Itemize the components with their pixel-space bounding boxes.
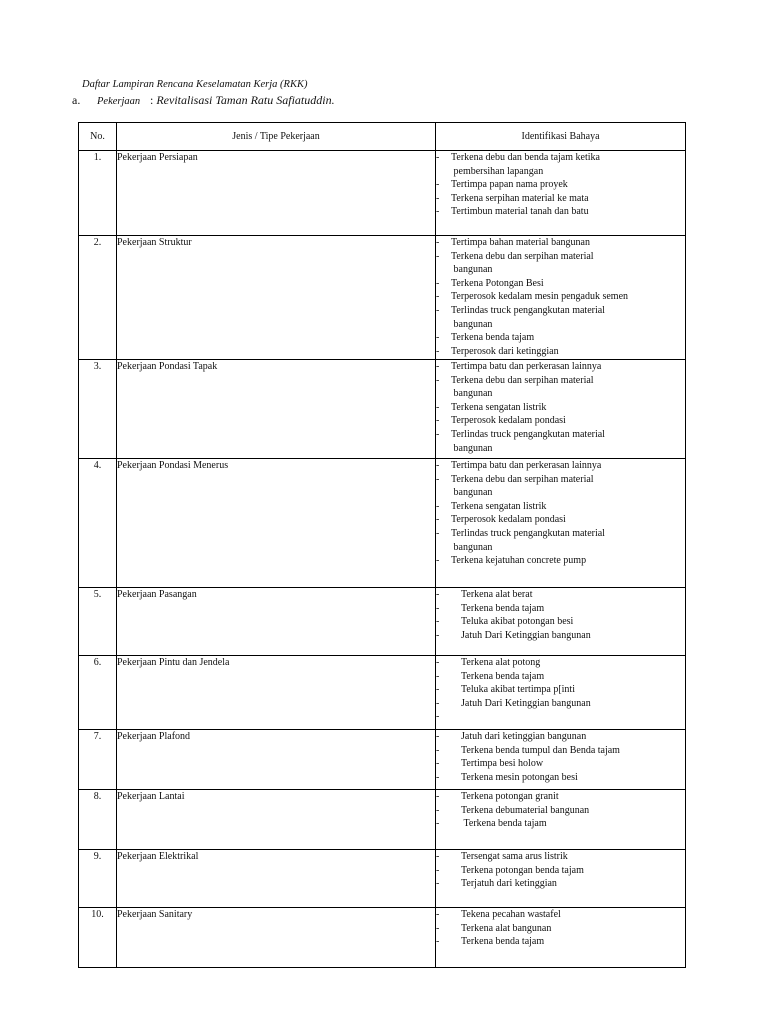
hazard-item xyxy=(436,290,685,304)
row-number: 5. xyxy=(79,588,117,656)
job-type: Pekerjaan Sanitary xyxy=(117,908,436,968)
hazard-item xyxy=(436,360,685,374)
table-row xyxy=(79,236,686,360)
bullet-dash: - xyxy=(436,616,440,628)
hazard-list xyxy=(436,236,686,360)
hazard-item xyxy=(436,790,685,804)
hazard-text: Terjatuh dari ketinggian xyxy=(461,878,557,890)
hazard-item xyxy=(436,192,685,206)
bullet-dash: - xyxy=(436,527,440,539)
hazard-text: Terkena debumaterial bangunan xyxy=(461,804,590,816)
job-type: Pekerjaan Pondasi Tapak xyxy=(117,360,436,459)
hazard-text: Terkena potongan benda tajam xyxy=(461,864,584,876)
hazard-item xyxy=(436,459,685,473)
bullet-dash: - xyxy=(436,428,440,440)
hazard-text: Tertimpa besi holow xyxy=(461,758,544,770)
hazard-item xyxy=(436,554,685,568)
bullet-dash: - xyxy=(436,936,440,948)
hazard-item xyxy=(436,513,685,527)
hazard-list xyxy=(436,588,686,656)
bullet-dash: - xyxy=(436,460,440,471)
hazard-text: Terlindas truck pengangkutan material bangunan xyxy=(451,527,605,553)
hazard-item xyxy=(436,817,685,831)
hazard-text: Terkena debu dan serpihan material bangunan xyxy=(451,374,594,400)
hazard-text: Terkena potongan granit xyxy=(461,791,559,802)
hazard-item xyxy=(436,670,685,684)
hazard-text: Tertimpa batu dan perkerasan lainnya xyxy=(451,361,602,372)
hazard-item xyxy=(436,922,685,936)
job-type: Pekerjaan Struktur xyxy=(117,236,436,360)
bullet-dash: - xyxy=(436,555,440,567)
job-type: Pekerjaan Pondasi Menerus xyxy=(117,459,436,588)
bullet-dash: - xyxy=(436,291,440,303)
hazard-item xyxy=(436,656,685,670)
bullet-dash: - xyxy=(436,864,440,876)
bullet-dash: - xyxy=(436,179,440,191)
hazard-list xyxy=(436,656,686,730)
hazard-text: Tersengat sama arus listrik xyxy=(461,851,568,862)
hazard-text: Jatuh Dari Ketinggian bangunan xyxy=(461,697,591,709)
hazard-item xyxy=(436,730,685,744)
hazard-item xyxy=(436,414,685,428)
project-name: Revitalisasi Taman Ratu Safiatuddin. xyxy=(156,93,335,107)
hazard-item xyxy=(436,771,685,785)
job-type: Pekerjaan Persiapan xyxy=(117,151,436,236)
bullet-dash: - xyxy=(436,629,440,641)
table-row xyxy=(79,151,686,236)
bullet-dash: - xyxy=(436,922,440,934)
row-number: 8. xyxy=(79,790,117,850)
hazard-list xyxy=(436,850,686,908)
hazard-item xyxy=(436,757,685,771)
bullet-dash: - xyxy=(436,237,440,248)
hazard-text: Tertimpa papan nama proyek xyxy=(451,179,568,191)
hazard-text: Terkena benda tajam xyxy=(461,602,545,614)
bullet-dash: - xyxy=(436,657,440,668)
bullet-dash: - xyxy=(436,514,440,526)
hazard-text: Teluka akibat tertimpa p[inti xyxy=(461,684,575,696)
hazard-item xyxy=(436,345,685,359)
document-title: Daftar Lampiran Rencana Keselamatan Kerja (RKK) xyxy=(82,79,308,90)
table-row xyxy=(79,360,686,459)
hazard-item xyxy=(436,236,685,250)
table-row xyxy=(79,459,686,588)
project-line xyxy=(72,93,335,108)
bullet-dash: - xyxy=(436,602,440,614)
bullet-dash: - xyxy=(436,758,440,770)
hazard-text: Terkena debu dan serpihan material bangunan xyxy=(451,473,594,499)
hazard-text: Terkena alat berat xyxy=(461,589,533,600)
bullet-dash: - xyxy=(436,670,440,682)
hazard-text: Terkena serpihan material ke mata xyxy=(451,192,589,204)
table-row xyxy=(79,790,686,850)
hazard-text: Terlindas truck pengangkutan material bangunan xyxy=(451,428,605,454)
job-type: Pekerjaan Pintu dan Jendela xyxy=(117,656,436,730)
bullet-dash: - xyxy=(436,345,440,357)
hazard-item xyxy=(436,205,685,219)
hazard-text: Terkena mesin potongan besi xyxy=(461,771,578,783)
hazard-text: Tertimpa batu dan perkerasan lainnya xyxy=(451,460,602,471)
table-header-row xyxy=(79,123,686,151)
bullet-dash: - xyxy=(436,878,440,890)
hazard-item xyxy=(436,304,685,331)
hazard-item xyxy=(436,710,685,724)
hazard-item xyxy=(436,277,685,291)
hazard-item xyxy=(436,500,685,514)
bullet-dash: - xyxy=(436,697,440,709)
table-row xyxy=(79,656,686,730)
hazard-list xyxy=(436,360,686,459)
hazard-text: Terkena alat bangunan xyxy=(461,922,552,934)
separator: : xyxy=(150,93,154,107)
hazard-item xyxy=(436,401,685,415)
hazard-item xyxy=(436,629,685,643)
hazard-item xyxy=(436,250,685,277)
bullet-dash: - xyxy=(436,250,440,262)
row-number: 9. xyxy=(79,850,117,908)
bullet-dash: - xyxy=(436,415,440,427)
row-number: 10. xyxy=(79,908,117,968)
hazard-text: Terperosok dari ketinggian xyxy=(451,345,559,357)
row-number: 7. xyxy=(79,730,117,790)
hazard-text: Terkena debu dan benda tajam ketika pembersihan lapangan xyxy=(451,152,600,177)
hazard-item xyxy=(436,602,685,616)
hazard-text: Terperosok kedalam mesin pengaduk semen xyxy=(451,291,629,303)
hazard-item xyxy=(436,908,685,922)
bullet-dash: - xyxy=(436,304,440,316)
table-row xyxy=(79,730,686,790)
bullet-dash: - xyxy=(436,791,440,802)
hazard-list xyxy=(436,908,686,968)
hazard-text: Terlindas truck pengangkutan material bangunan xyxy=(451,304,605,330)
hazard-item xyxy=(436,473,685,500)
hazard-text: Jatuh Dari Ketinggian bangunan xyxy=(461,629,591,641)
hazard-text: Terkena benda tajam xyxy=(461,670,545,682)
job-type: Pekerjaan Elektrikal xyxy=(117,850,436,908)
bullet-dash: - xyxy=(436,152,440,163)
job-type: Pekerjaan Pasangan xyxy=(117,588,436,656)
hazard-item xyxy=(436,744,685,758)
hazard-text: Terkena benda tajam xyxy=(461,936,545,948)
hazard-text: Terkena benda tajam xyxy=(461,818,547,830)
hazard-text: Tertimbun material tanah dan batu xyxy=(451,206,589,218)
hazard-item xyxy=(436,850,685,864)
row-number: 6. xyxy=(79,656,117,730)
hazard-text: Tertimpa bahan material bangunan xyxy=(451,237,590,248)
hazard-text: Terkena alat potong xyxy=(461,657,541,668)
bullet-dash: - xyxy=(436,711,440,723)
hazard-item xyxy=(436,877,685,891)
hazard-text: Terkena benda tumpul dan Benda tajam xyxy=(461,744,620,756)
bullet-dash: - xyxy=(436,401,440,413)
hazard-item xyxy=(436,428,685,455)
hazard-text: Terperosok kedalam pondasi xyxy=(451,415,566,427)
table-row xyxy=(79,908,686,968)
hazard-item xyxy=(436,374,685,401)
hazard-item xyxy=(436,615,685,629)
hazard-list xyxy=(436,459,686,588)
hazard-text: Terkena debu dan serpihan material bangunan xyxy=(451,250,594,276)
hazard-item xyxy=(436,683,685,697)
hazard-text: Terperosok kedalam pondasi xyxy=(451,514,566,526)
bullet-dash: - xyxy=(436,731,440,742)
hazard-text: Terkena sengatan listrik xyxy=(451,500,547,512)
hazard-item xyxy=(436,804,685,818)
hazard-item xyxy=(436,178,685,192)
hazard-text: Teluka akibat potongan besi xyxy=(461,616,574,628)
bullet-dash: - xyxy=(436,277,440,289)
hazard-text: Terkena kejatuhan concrete pump xyxy=(451,555,587,567)
row-number: 2. xyxy=(79,236,117,360)
hazard-list xyxy=(436,730,686,790)
bullet-dash: - xyxy=(436,818,440,830)
hazard-text: Jatuh dari ketinggian bangunan xyxy=(461,731,587,742)
hazard-item xyxy=(436,527,685,554)
bullet-dash: - xyxy=(436,771,440,783)
header-job-type: Jenis / Tipe Pekerjaan xyxy=(117,123,436,151)
hazard-table xyxy=(78,122,686,968)
bullet-dash: - xyxy=(436,206,440,218)
job-type: Pekerjaan Plafond xyxy=(117,730,436,790)
bullet-dash: - xyxy=(436,192,440,204)
bullet-dash: - xyxy=(436,804,440,816)
hazard-text: Terkena sengatan listrik xyxy=(451,401,547,413)
project-label: Pekerjaan xyxy=(97,96,141,107)
item-letter: a. xyxy=(72,93,81,107)
header-hazard: Identifikasi Bahaya xyxy=(436,123,686,151)
job-type: Pekerjaan Lantai xyxy=(117,790,436,850)
table-row xyxy=(79,588,686,656)
bullet-dash: - xyxy=(436,500,440,512)
bullet-dash: - xyxy=(436,684,440,696)
hazard-text: Tekena pecahan wastafel xyxy=(461,909,561,920)
bullet-dash: - xyxy=(436,332,440,344)
hazard-item xyxy=(436,151,685,178)
hazard-item xyxy=(436,935,685,949)
hazard-text: Terkena Potongan Besi xyxy=(451,277,544,289)
bullet-dash: - xyxy=(436,374,440,386)
hazard-item xyxy=(436,697,685,711)
table-row xyxy=(79,850,686,908)
bullet-dash: - xyxy=(436,589,440,600)
header-no: No. xyxy=(79,123,117,151)
bullet-dash: - xyxy=(436,909,440,920)
hazard-item xyxy=(436,588,685,602)
row-number: 1. xyxy=(79,151,117,236)
row-number: 4. xyxy=(79,459,117,588)
hazard-item xyxy=(436,864,685,878)
row-number: 3. xyxy=(79,360,117,459)
hazard-list xyxy=(436,151,686,236)
hazard-text: Terkena benda tajam xyxy=(451,332,535,344)
bullet-dash: - xyxy=(436,851,440,862)
hazard-item xyxy=(436,331,685,345)
hazard-list xyxy=(436,790,686,850)
bullet-dash: - xyxy=(436,473,440,485)
bullet-dash: - xyxy=(436,361,440,372)
bullet-dash: - xyxy=(436,744,440,756)
